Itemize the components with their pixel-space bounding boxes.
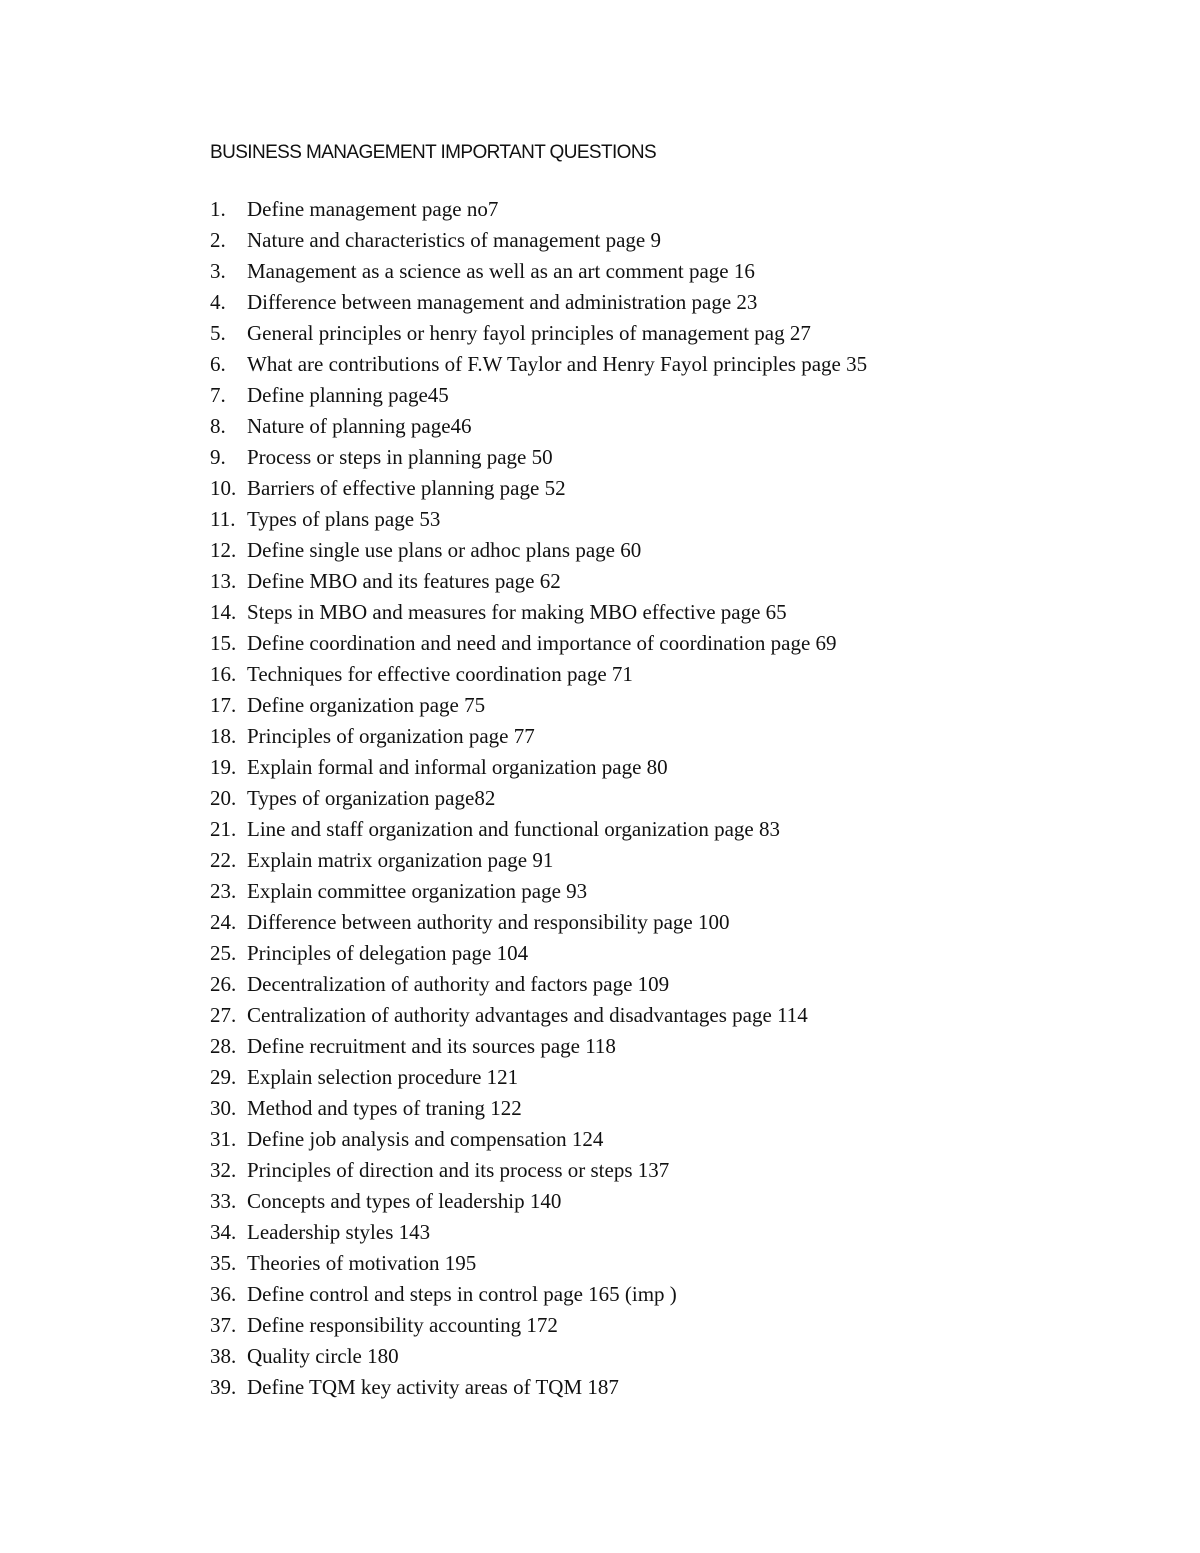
list-item-text: Concepts and types of leadership 140 <box>247 1189 562 1213</box>
list-item-number: 27. <box>210 1003 237 1027</box>
list-item-text: Theories of motivation 195 <box>247 1251 477 1275</box>
list-item-text: Decentralization of authority and factors page 109 <box>247 972 670 996</box>
list-item-number: 38. <box>210 1344 237 1368</box>
list-item-text: Principles of direction and its process or steps 137 <box>247 1158 670 1182</box>
list-item <box>210 1062 867 1093</box>
list-item-number: 2. <box>210 228 226 252</box>
list-item-number: 5. <box>210 321 226 345</box>
list-item <box>210 814 867 845</box>
list-item-text: What are contributions of F.W Taylor and Henry Fayol principles page 35 <box>247 352 868 376</box>
list-item-text: Define single use plans or adhoc plans page 60 <box>247 538 642 562</box>
list-item-text: Explain committee organization page 93 <box>247 879 588 903</box>
list-item-number: 11. <box>210 507 236 531</box>
list-item-text: Nature and characteristics of management page 9 <box>247 228 661 252</box>
list-item-number: 29. <box>210 1065 237 1089</box>
list-item-number: 24. <box>210 910 237 934</box>
list-item-text: Line and staff organization and functional organization page 83 <box>247 817 780 841</box>
list-item <box>210 225 867 256</box>
document-title: BUSINESS MANAGEMENT IMPORTANT QUESTIONS <box>210 142 657 163</box>
list-item-text: Define management page no7 <box>247 197 499 221</box>
list-item <box>210 876 867 907</box>
list-item <box>210 1093 867 1124</box>
list-item <box>210 1310 867 1341</box>
list-item <box>210 659 867 690</box>
list-item-number: 39. <box>210 1375 237 1399</box>
list-item-text: Principles of delegation page 104 <box>247 941 529 965</box>
list-item-text: Leadership styles 143 <box>247 1220 431 1244</box>
list-item-text: Difference between authority and responsibility page 100 <box>247 910 730 934</box>
list-item-text: Explain matrix organization page 91 <box>247 848 554 872</box>
list-item-number: 20. <box>210 786 237 810</box>
list-item-text: Define planning page45 <box>247 383 449 407</box>
list-item-number: 28. <box>210 1034 237 1058</box>
list-item-number: 6. <box>210 352 226 376</box>
list-item <box>210 845 867 876</box>
list-item <box>210 752 867 783</box>
list-item <box>210 318 867 349</box>
list-item-text: Define organization page 75 <box>247 693 486 717</box>
list-item <box>210 380 867 411</box>
list-item-number: 35. <box>210 1251 237 1275</box>
list-item-number: 26. <box>210 972 237 996</box>
list-item-number: 10. <box>210 476 237 500</box>
list-item <box>210 411 867 442</box>
list-item-text: Techniques for effective coordination page 71 <box>247 662 633 686</box>
list-item-number: 13. <box>210 569 237 593</box>
list-item-number: 17. <box>210 693 237 717</box>
list-item <box>210 628 867 659</box>
list-item-text: Difference between management and administration page 23 <box>247 290 758 314</box>
list-item-number: 9. <box>210 445 226 469</box>
list-item-number: 1. <box>210 197 226 221</box>
list-item-number: 12. <box>210 538 237 562</box>
list-item-text: Define responsibility accounting 172 <box>247 1313 558 1337</box>
list-item-number: 7. <box>210 383 226 407</box>
list-item-number: 36. <box>210 1282 237 1306</box>
list-item-number: 25. <box>210 941 237 965</box>
list-item-text: Explain selection procedure 121 <box>247 1065 519 1089</box>
list-item <box>210 597 867 628</box>
list-item-text: Principles of organization page 77 <box>247 724 535 748</box>
list-item-text: Quality circle 180 <box>247 1344 399 1368</box>
list-item-text: Types of organization page82 <box>247 786 496 810</box>
list-item-text: Method and types of traning 122 <box>247 1096 522 1120</box>
list-item <box>210 566 867 597</box>
list-item <box>210 1155 867 1186</box>
list-item-text: Define job analysis and compensation 124 <box>247 1127 604 1151</box>
list-item <box>210 938 867 969</box>
list-item <box>210 256 867 287</box>
list-item-number: 31. <box>210 1127 237 1151</box>
list-item-number: 4. <box>210 290 226 314</box>
list-item-text: Define recruitment and its sources page 118 <box>247 1034 616 1058</box>
list-item-text: Nature of planning page46 <box>247 414 472 438</box>
list-item-number: 34. <box>210 1220 237 1244</box>
list-item <box>210 473 867 504</box>
list-item-number: 37. <box>210 1313 237 1337</box>
list-item-text: Barriers of effective planning page 52 <box>247 476 566 500</box>
list-item-text: Steps in MBO and measures for making MBO effective page 65 <box>247 600 787 624</box>
list-item <box>210 1124 867 1155</box>
list-item-number: 30. <box>210 1096 237 1120</box>
list-item <box>210 442 867 473</box>
list-item-number: 14. <box>210 600 237 624</box>
list-item <box>210 1186 867 1217</box>
list-item <box>210 1217 867 1248</box>
list-item <box>210 535 867 566</box>
list-item-number: 8. <box>210 414 226 438</box>
list-item <box>210 1279 867 1310</box>
list-item <box>210 721 867 752</box>
list-item-text: Define TQM key activity areas of TQM 187 <box>247 1375 619 1399</box>
list-item-number: 23. <box>210 879 237 903</box>
list-item <box>210 907 867 938</box>
list-item-text: General principles or henry fayol principles of management pag 27 <box>247 321 811 345</box>
list-item <box>210 1372 867 1403</box>
list-item-text: Centralization of authority advantages and disadvantages page 114 <box>247 1003 808 1027</box>
list-item <box>210 349 867 380</box>
list-item-number: 19. <box>210 755 237 779</box>
list-item-text: Define MBO and its features page 62 <box>247 569 561 593</box>
list-item-number: 16. <box>210 662 237 686</box>
list-item <box>210 1341 867 1372</box>
list-item-number: 3. <box>210 259 226 283</box>
list-item-number: 22. <box>210 848 237 872</box>
list-item-text: Explain formal and informal organization page 80 <box>247 755 668 779</box>
list-item-number: 15. <box>210 631 237 655</box>
question-list <box>210 194 867 1403</box>
list-item-text: Process or steps in planning page 50 <box>247 445 553 469</box>
list-item-number: 21. <box>210 817 237 841</box>
list-item <box>210 1000 867 1031</box>
list-item-text: Define control and steps in control page 165 (imp ) <box>247 1282 677 1306</box>
list-item <box>210 783 867 814</box>
list-item <box>210 969 867 1000</box>
list-item <box>210 504 867 535</box>
list-item <box>210 1248 867 1279</box>
list-item-number: 32. <box>210 1158 237 1182</box>
list-item-text: Types of plans page 53 <box>247 507 441 531</box>
list-item-number: 18. <box>210 724 237 748</box>
list-item-text: Management as a science as well as an art comment page 16 <box>247 259 755 283</box>
list-item-text: Define coordination and need and importance of coordination page 69 <box>247 631 837 655</box>
list-item <box>210 1031 867 1062</box>
list-item <box>210 287 867 318</box>
list-item-number: 33. <box>210 1189 237 1213</box>
list-item <box>210 690 867 721</box>
list-item <box>210 194 867 225</box>
